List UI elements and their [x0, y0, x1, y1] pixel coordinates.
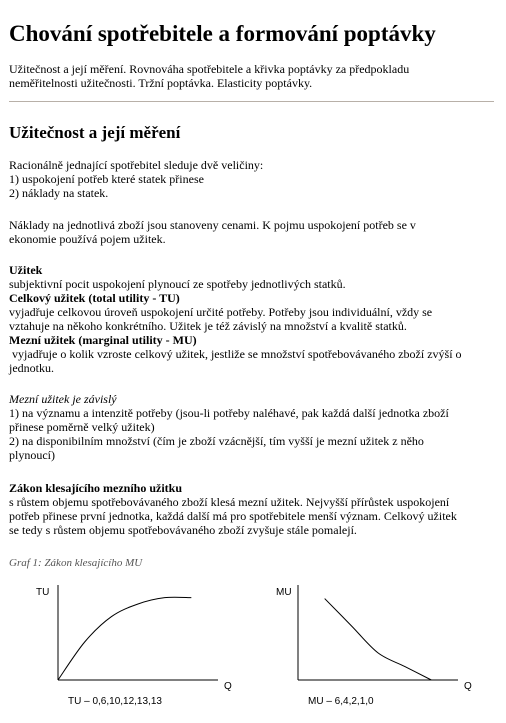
figure-caption: Graf 1: Zákon klesajícího MU	[9, 557, 143, 569]
zavisly-line-4: plynoucí)	[9, 448, 55, 462]
celkovy-term: Celkový užitek (total utility - TU)	[9, 291, 180, 305]
page-title: Chování spotřebitele a formování poptávky	[9, 21, 436, 46]
mu-series-line	[325, 599, 432, 680]
celkovy-def-1: vyjadřuje celkovou úroveň uspokojení určité potřeby. Potřeby jsou individuální, vždy se	[9, 305, 433, 319]
p2-line-2: ekonomie používá pojem užitek.	[9, 232, 166, 246]
zavisly-heading: Mezní užitek je závislý	[9, 392, 117, 406]
mu-caption: MU – 6,4,2,1,0	[308, 696, 374, 707]
section-title: Užitečnost a její měření	[9, 123, 181, 142]
p1-line-3: 2) náklady na statek.	[9, 186, 109, 200]
celkovy-def-2: vztahuje na někoho konkrétního. Užitek je též závislý na množství a kvalitě statků.	[9, 319, 407, 333]
tu-y-label: TU	[36, 587, 50, 598]
tu-series-line	[58, 597, 191, 680]
divider	[9, 101, 494, 102]
mezni-term: Mezní užitek (marginal utility - MU)	[9, 333, 197, 347]
uzitek-term: Užitek	[9, 263, 43, 277]
zavisly-line-3: 2) na disponibilním množství (čím je zboží vzácnější, tím vyšší je mezní užitek z něho	[9, 434, 424, 448]
zakon-line-2: potřeb přinese první jednotka, každá další má pro spotřebitele menší význam. Celkový užitek	[9, 509, 457, 523]
chart-mu	[270, 580, 470, 710]
mezni-def-2: jednotku.	[9, 361, 54, 375]
mu-y-label: MU	[276, 587, 292, 598]
zavisly-line-2: přinese poměrně velký užitek)	[9, 420, 155, 434]
p1-line-2: 1) uspokojení potřeb které statek přinese	[9, 172, 204, 186]
zavisly-line-1: 1) na významu a intenzitě potřeby (jsou-li potřeby naléhavé, pak každá další jednotka zboží	[9, 406, 449, 420]
zakon-heading: Zákon klesajícího mezního užitku	[9, 481, 183, 495]
zakon-line-1: s růstem objemu spotřebovávaného zboží klesá mezní užitek. Nejvyšší přírůstek uspokojení	[9, 495, 450, 509]
p1-line-1: Racionálně jednající spotřebitel sleduje dvě veličiny:	[9, 158, 264, 172]
tu-caption: TU – 0,6,10,12,13,13	[68, 696, 162, 707]
intro-line-1: Užitečnost a její měření. Rovnováha spotřebitele a křivka poptávky za předpokladu	[9, 62, 410, 76]
uzitek-def: subjektivní pocit uspokojení plynoucí ze spotřeby jednotlivých statků.	[9, 277, 346, 291]
zakon-line-3: se tedy s růstem objemu spotřebovávaného zboží zvyšuje stále pomalejí.	[9, 523, 357, 537]
intro-line-2: neměřitelnosti užitečnosti. Tržní poptávka. Elasticity poptávky.	[9, 76, 313, 90]
mu-x-label: Q	[464, 681, 472, 692]
chart-tu	[30, 580, 230, 710]
p2-line-1: Náklady na jednotlivá zboží jsou stanoveny cenami. K pojmu uspokojení potřeb se v	[9, 218, 416, 232]
tu-x-label: Q	[224, 681, 232, 692]
mezni-def-1: vyjadřuje o kolik vzroste celkový užitek, jestliže se množství spotřebovávaného zboží zvýší o	[9, 347, 462, 361]
